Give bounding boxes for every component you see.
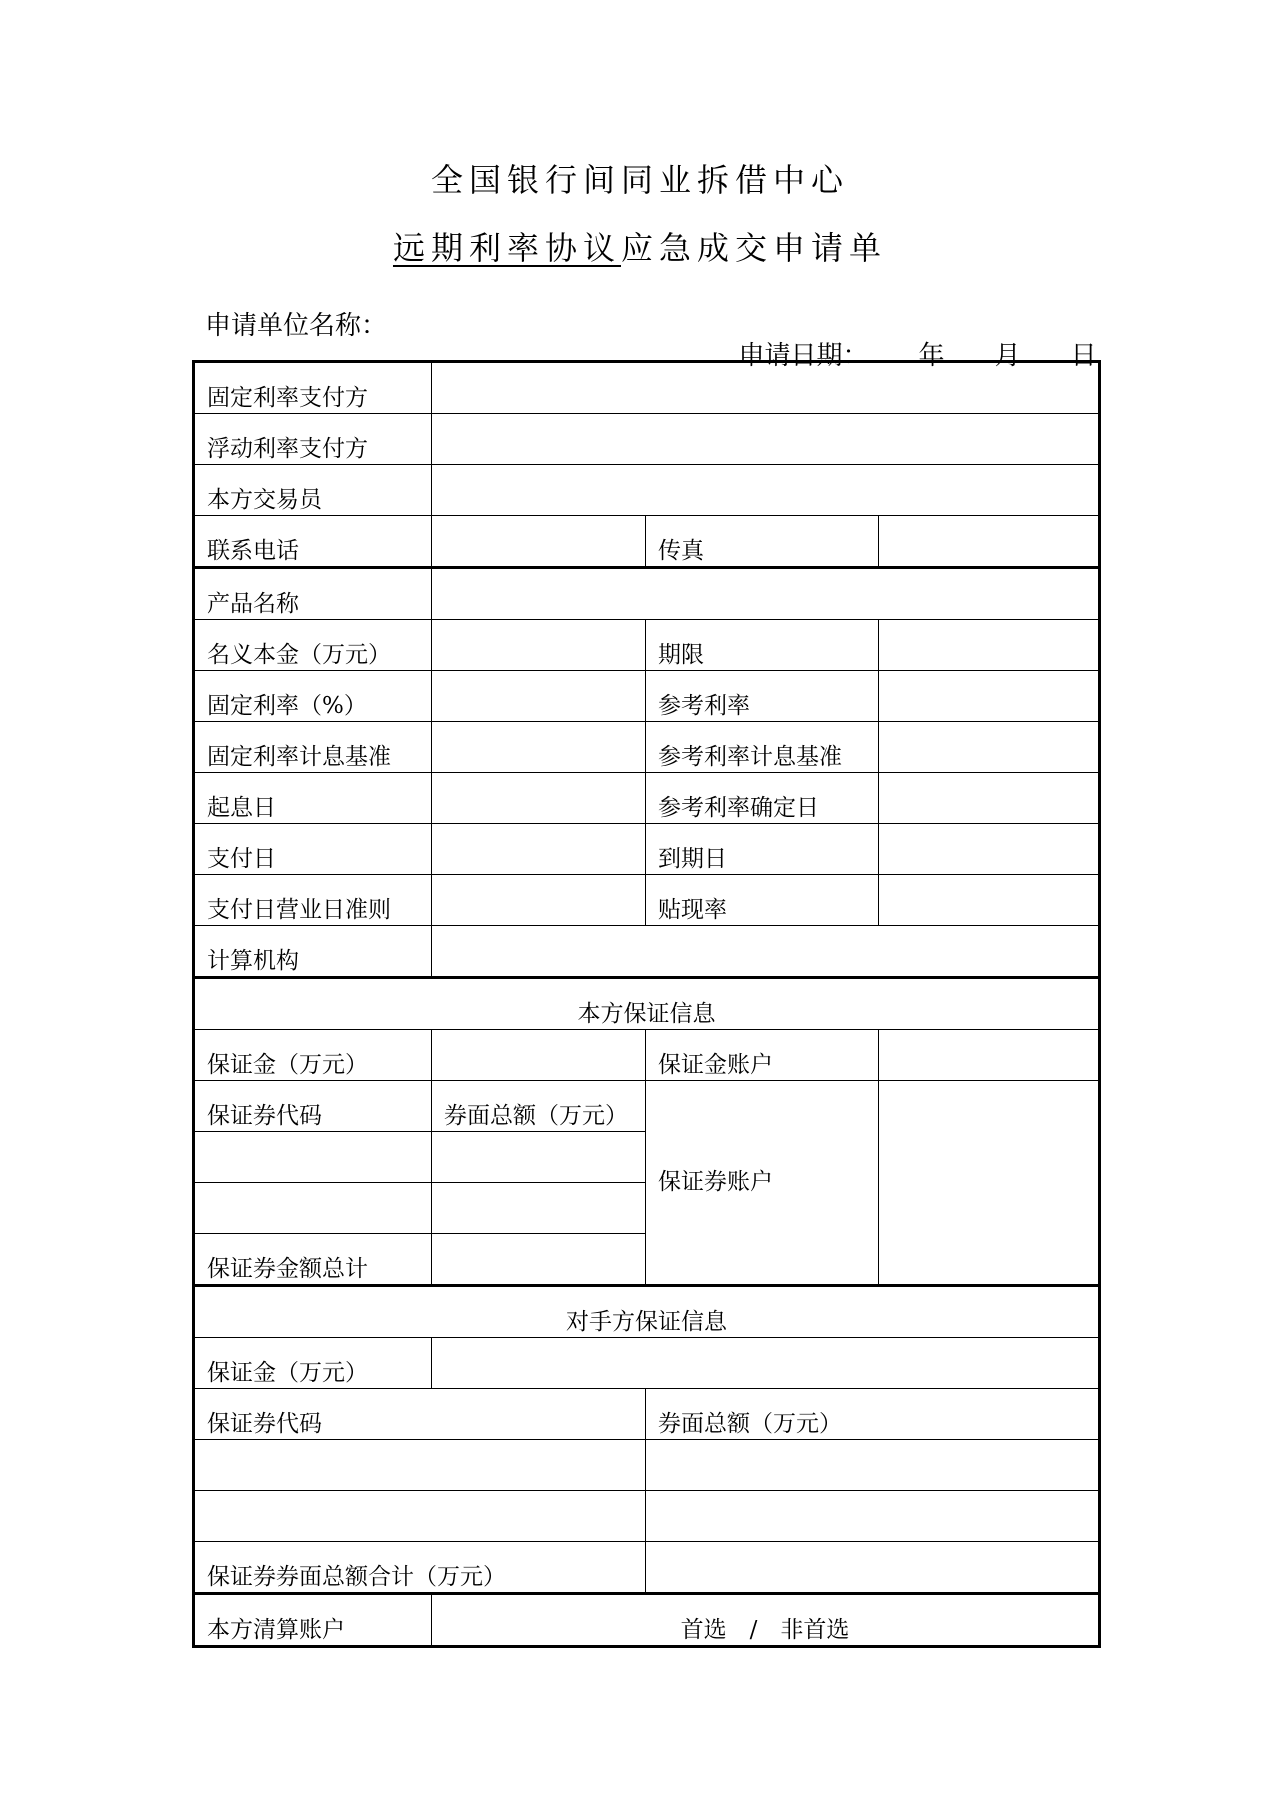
own-bond-code-field-1[interactable]: [194, 1132, 432, 1183]
discount-rate-label: 贴现率: [646, 875, 879, 926]
product-name-field[interactable]: [432, 568, 1100, 620]
form-title-line1: 全国银行间同业拆借中心: [430, 161, 849, 199]
fixed-rate-field[interactable]: [432, 671, 646, 722]
business-day-rule-label: 支付日营业日准则: [194, 875, 432, 926]
notional-label: 名义本金（万元）: [194, 620, 432, 671]
tenor-label: 期限: [646, 620, 879, 671]
ref-basis-field[interactable]: [879, 722, 1100, 773]
ref-fixing-date-label: 参考利率确定日: [646, 773, 879, 824]
floating-payer-field[interactable]: [432, 414, 1100, 465]
own-margin-amount-label: 保证金（万元）: [194, 1030, 432, 1081]
trader-field[interactable]: [432, 465, 1100, 516]
own-margin-account-label: 保证金账户: [646, 1030, 879, 1081]
counter-face-total-field-1[interactable]: [646, 1440, 1100, 1491]
own-face-total-label: 券面总额（万元）: [432, 1081, 646, 1132]
calc-agent-field[interactable]: [432, 926, 1100, 978]
applicant-name-label: 申请单位名称：: [205, 311, 388, 341]
counter-bond-code-field-2[interactable]: [194, 1491, 646, 1542]
counter-margin-amount-label: 保证金（万元）: [194, 1338, 432, 1389]
date-label: 申请日期：: [738, 341, 869, 371]
counter-bond-code-field-1[interactable]: [194, 1440, 646, 1491]
ref-rate-label: 参考利率: [646, 671, 879, 722]
payment-date-field[interactable]: [432, 824, 646, 875]
tenor-field[interactable]: [879, 620, 1100, 671]
settlement-account-label: 本方清算账户: [194, 1594, 432, 1647]
counter-bond-code-label: 保证券代码: [194, 1389, 646, 1440]
day-label: 日: [1070, 341, 1097, 371]
counter-margin-section-title: 对手方保证信息: [194, 1286, 1100, 1338]
business-day-rule-field[interactable]: [432, 875, 646, 926]
payment-date-label: 支付日: [194, 824, 432, 875]
floating-payer-label: 浮动利率支付方: [194, 414, 432, 465]
phone-label: 联系电话: [194, 516, 432, 568]
trader-label: 本方交易员: [194, 465, 432, 516]
settlement-account-options[interactable]: 首选 / 非首选: [432, 1594, 1100, 1647]
counter-face-sum-field[interactable]: [646, 1542, 1100, 1594]
own-margin-section-title: 本方保证信息: [194, 978, 1100, 1030]
form-title-rest: 应急成交申请单: [621, 229, 888, 267]
own-bond-account-field[interactable]: [879, 1081, 1100, 1286]
ref-fixing-date-field[interactable]: [879, 773, 1100, 824]
discount-rate-field[interactable]: [879, 875, 1100, 926]
counter-face-total-label: 券面总额（万元）: [646, 1389, 1100, 1440]
own-bond-code-label: 保证券代码: [194, 1081, 432, 1132]
own-bond-code-field-2[interactable]: [194, 1183, 432, 1234]
fax-label: 传真: [646, 516, 879, 568]
form-title-line2: [0, 223, 1280, 269]
start-date-label: 起息日: [194, 773, 432, 824]
own-margin-account-field[interactable]: [879, 1030, 1100, 1081]
maturity-date-label: 到期日: [646, 824, 879, 875]
own-bond-total-label: 保证券金额总计: [194, 1234, 432, 1286]
own-margin-amount-field[interactable]: [432, 1030, 646, 1081]
month-label: 月: [994, 341, 1021, 371]
counter-face-total-field-2[interactable]: [646, 1491, 1100, 1542]
calc-agent-label: 计算机构: [194, 926, 432, 978]
own-bond-account-label: 保证券账户: [646, 1081, 879, 1286]
own-face-total-field-1[interactable]: [432, 1132, 646, 1183]
form-title-underlined: 远期利率协议: [392, 229, 621, 267]
phone-field[interactable]: [432, 516, 646, 568]
maturity-date-field[interactable]: [879, 824, 1100, 875]
product-name-label: 产品名称: [194, 568, 432, 620]
ref-basis-label: 参考利率计息基准: [646, 722, 879, 773]
counter-margin-amount-field[interactable]: [432, 1338, 1100, 1389]
own-face-total-field-2[interactable]: [432, 1183, 646, 1234]
fixed-payer-field[interactable]: [432, 362, 1100, 414]
fax-field[interactable]: [879, 516, 1100, 568]
application-form-table: [192, 360, 1101, 1648]
fixed-payer-label: 固定利率支付方: [194, 362, 432, 414]
counter-face-sum-label: 保证券券面总额合计（万元）: [194, 1542, 646, 1594]
fixed-rate-label: 固定利率（%）: [194, 671, 432, 722]
fixed-basis-field[interactable]: [432, 722, 646, 773]
own-bond-total-field[interactable]: [432, 1234, 646, 1286]
fixed-basis-label: 固定利率计息基准: [194, 722, 432, 773]
year-label: 年: [918, 341, 945, 371]
start-date-field[interactable]: [432, 773, 646, 824]
ref-rate-field[interactable]: [879, 671, 1100, 722]
notional-field[interactable]: [432, 620, 646, 671]
